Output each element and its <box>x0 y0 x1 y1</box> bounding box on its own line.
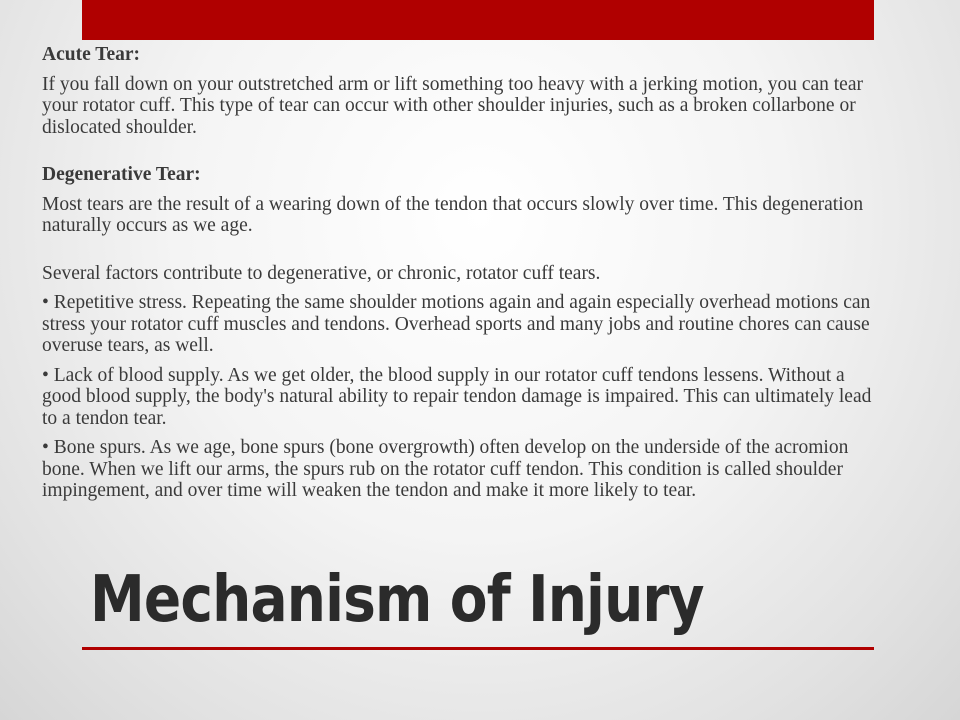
factors-intro: Several factors contribute to degenerative, or chronic, rotator cuff tears. <box>42 262 601 284</box>
slide-body <box>42 44 872 502</box>
acute-tear-heading: Acute Tear: <box>42 44 141 65</box>
title-underline-rule <box>82 647 874 650</box>
acute-tear-text: If you fall down on your outstretched arm or lift something too heavy with a jerking motion, you can tear your rotator cuff. This type of tear can occur with other shoulder injuries, such as a broken collarbone or dislocated shoulder. <box>42 73 863 138</box>
degenerative-tear-heading: Degenerative Tear: <box>42 164 201 185</box>
bullet-repetitive-stress: • Repetitive stress. Repeating the same shoulder motions again and again especially overhead motions can stress your rotator cuff muscles and tendons. Overhead sports and many jobs and routine chores can cause overuse tears, as well. <box>42 292 871 356</box>
top-accent-bar <box>82 0 874 40</box>
degenerative-tear-text: Most tears are the result of a wearing down of the tendon that occurs slowly over time. This degeneration naturally occurs as we age. <box>42 193 864 236</box>
slide-title: Mechanism of Injury <box>90 563 704 637</box>
bullet-bone-spurs: • Bone spurs. As we age, bone spurs (bone overgrowth) often develop on the underside of the acromion bone. When we lift our arms, the spurs rub on the rotator cuff tendon. This condition is called shoulder impingement, and over time will weaken the tendon and make it more likely to tear. <box>42 437 849 501</box>
bullet-blood-supply: • Lack of blood supply. As we get older, the blood supply in our rotator cuff tendons lessens. Without a good blood supply, the body's natural ability to repair tendon damage is impaired. This can ultimately lead to a tendon tear. <box>42 364 872 429</box>
